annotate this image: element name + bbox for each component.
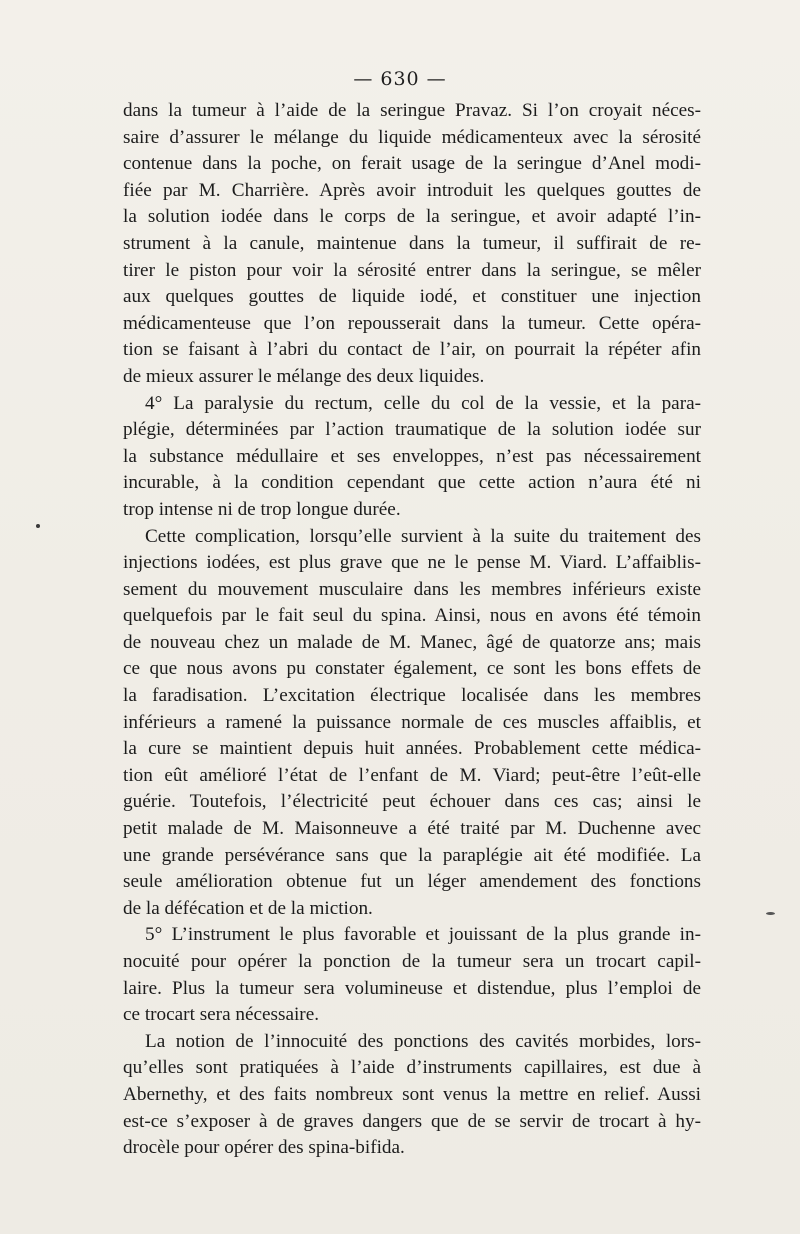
- text-line: de nouveau chez un malade de M. Manec, âgé de quatorze ans; mais: [123, 631, 701, 653]
- text-line: la solution iodée dans le corps de la seringue, et avoir adapté l’in-: [123, 206, 701, 228]
- text-line: injections iodées, est plus grave que ne le pense M. Viard. L’affaiblis-: [123, 552, 701, 574]
- text-line: quelquefois par le fait seul du spina. Ainsi, nous en avons été témoin: [123, 605, 701, 627]
- text-line: dans la tumeur à l’aide de la seringue Pravaz. Si l’on croyait néces-: [123, 100, 701, 121]
- text-line: saire d’assurer le mélange du liquide médicamenteux avec la sérosité: [123, 126, 701, 148]
- scan-speck: [766, 912, 775, 915]
- text-line: trop intense ni de trop longue durée.: [123, 498, 401, 520]
- text-line: est-ce s’exposer à de graves dangers que de se servir de trocart à hy-: [123, 1110, 701, 1132]
- scan-speck: [36, 524, 40, 528]
- text-line: nocuité pour opérer la ponction de la tumeur sera un trocart capil-: [123, 951, 701, 972]
- text-line: la faradisation. L’excitation électrique localisée dans les membres: [123, 685, 701, 707]
- body-text: [123, 98, 701, 1162]
- text-line: Cette complication, lorsqu’elle survient à la suite du traitement des: [145, 525, 701, 547]
- text-line: laire. Plus la tumeur sera volumineuse et distendue, plus l’emploi de: [123, 977, 701, 999]
- text-line: la substance médullaire et ses enveloppes, n’est pas nécessairement: [123, 445, 701, 467]
- text-line: contenue dans la poche, on ferait usage de la seringue d’Anel modi-: [123, 153, 701, 175]
- text-line: petit malade de M. Maisonneuve a été traité par M. Duchenne avec: [123, 818, 701, 840]
- text-line: plégie, déterminées par l’action traumatique de la solution iodée sur: [123, 419, 701, 441]
- text-line: de mieux assurer le mélange des deux liquides.: [123, 365, 485, 387]
- text-line: de la défécation et de la miction.: [123, 897, 373, 919]
- page-number: — 630 —: [353, 68, 447, 90]
- text-line: drocèle pour opérer des spina-bifida.: [123, 1137, 405, 1159]
- text-line: Abernethy, et des faits nombreux sont venus la mettre en relief. Aussi: [123, 1083, 701, 1105]
- text-line: sement du mouvement musculaire dans les membres inférieurs existe: [123, 578, 701, 600]
- text-line: la cure se maintient depuis huit années. Probablement cette médica-: [123, 738, 701, 760]
- text-line: guérie. Toutefois, l’électricité peut échouer dans ces cas; ainsi le: [123, 791, 701, 813]
- text-line: tion se faisant à l’abri du contact de l’air, on pourrait la répéter afin: [123, 339, 701, 361]
- text-line: incurable, à la condition cependant que cette action n’aura été ni: [123, 472, 701, 494]
- text-line: fiée par M. Charrière. Après avoir introduit les quelques gouttes de: [123, 179, 701, 201]
- text-line: aux quelques gouttes de liquide iodé, et constituer une injection: [123, 286, 701, 308]
- text-line: seule amélioration obtenue fut un léger amendement des fonctions: [123, 871, 701, 893]
- text-line: tirer le piston pour voir la sérosité entrer dans la seringue, se mêler: [123, 259, 701, 281]
- text-line: tion eût amélioré l’état de l’enfant de M. Viard; peut-être l’eût-elle: [123, 764, 701, 786]
- text-line: strument à la canule, maintenue dans la tumeur, il suffirait de re-: [123, 232, 701, 254]
- text-line: 5° L’instrument le plus favorable et jouissant de la plus grande in-: [145, 924, 701, 946]
- text-line: une grande persévérance sans que la paraplégie ait été modifiée. La: [123, 844, 701, 866]
- text-line: La notion de l’innocuité des ponctions des cavités morbides, lors-: [145, 1030, 701, 1052]
- text-line: médicamenteuse que l’on repousserait dans la tumeur. Cette opéra-: [123, 312, 701, 334]
- text-line: 4° La paralysie du rectum, celle du col de la vessie, et la para-: [145, 392, 701, 414]
- text-line: inférieurs a ramené la puissance normale de ces muscles affaiblis, et: [123, 711, 701, 733]
- text-line: ce que nous avons pu constater également, ce sont les bons effets de: [123, 658, 701, 680]
- text-line: qu’elles sont pratiquées à l’aide d’instruments capillaires, est due à: [123, 1057, 701, 1079]
- text-line: ce trocart sera nécessaire.: [123, 1004, 320, 1026]
